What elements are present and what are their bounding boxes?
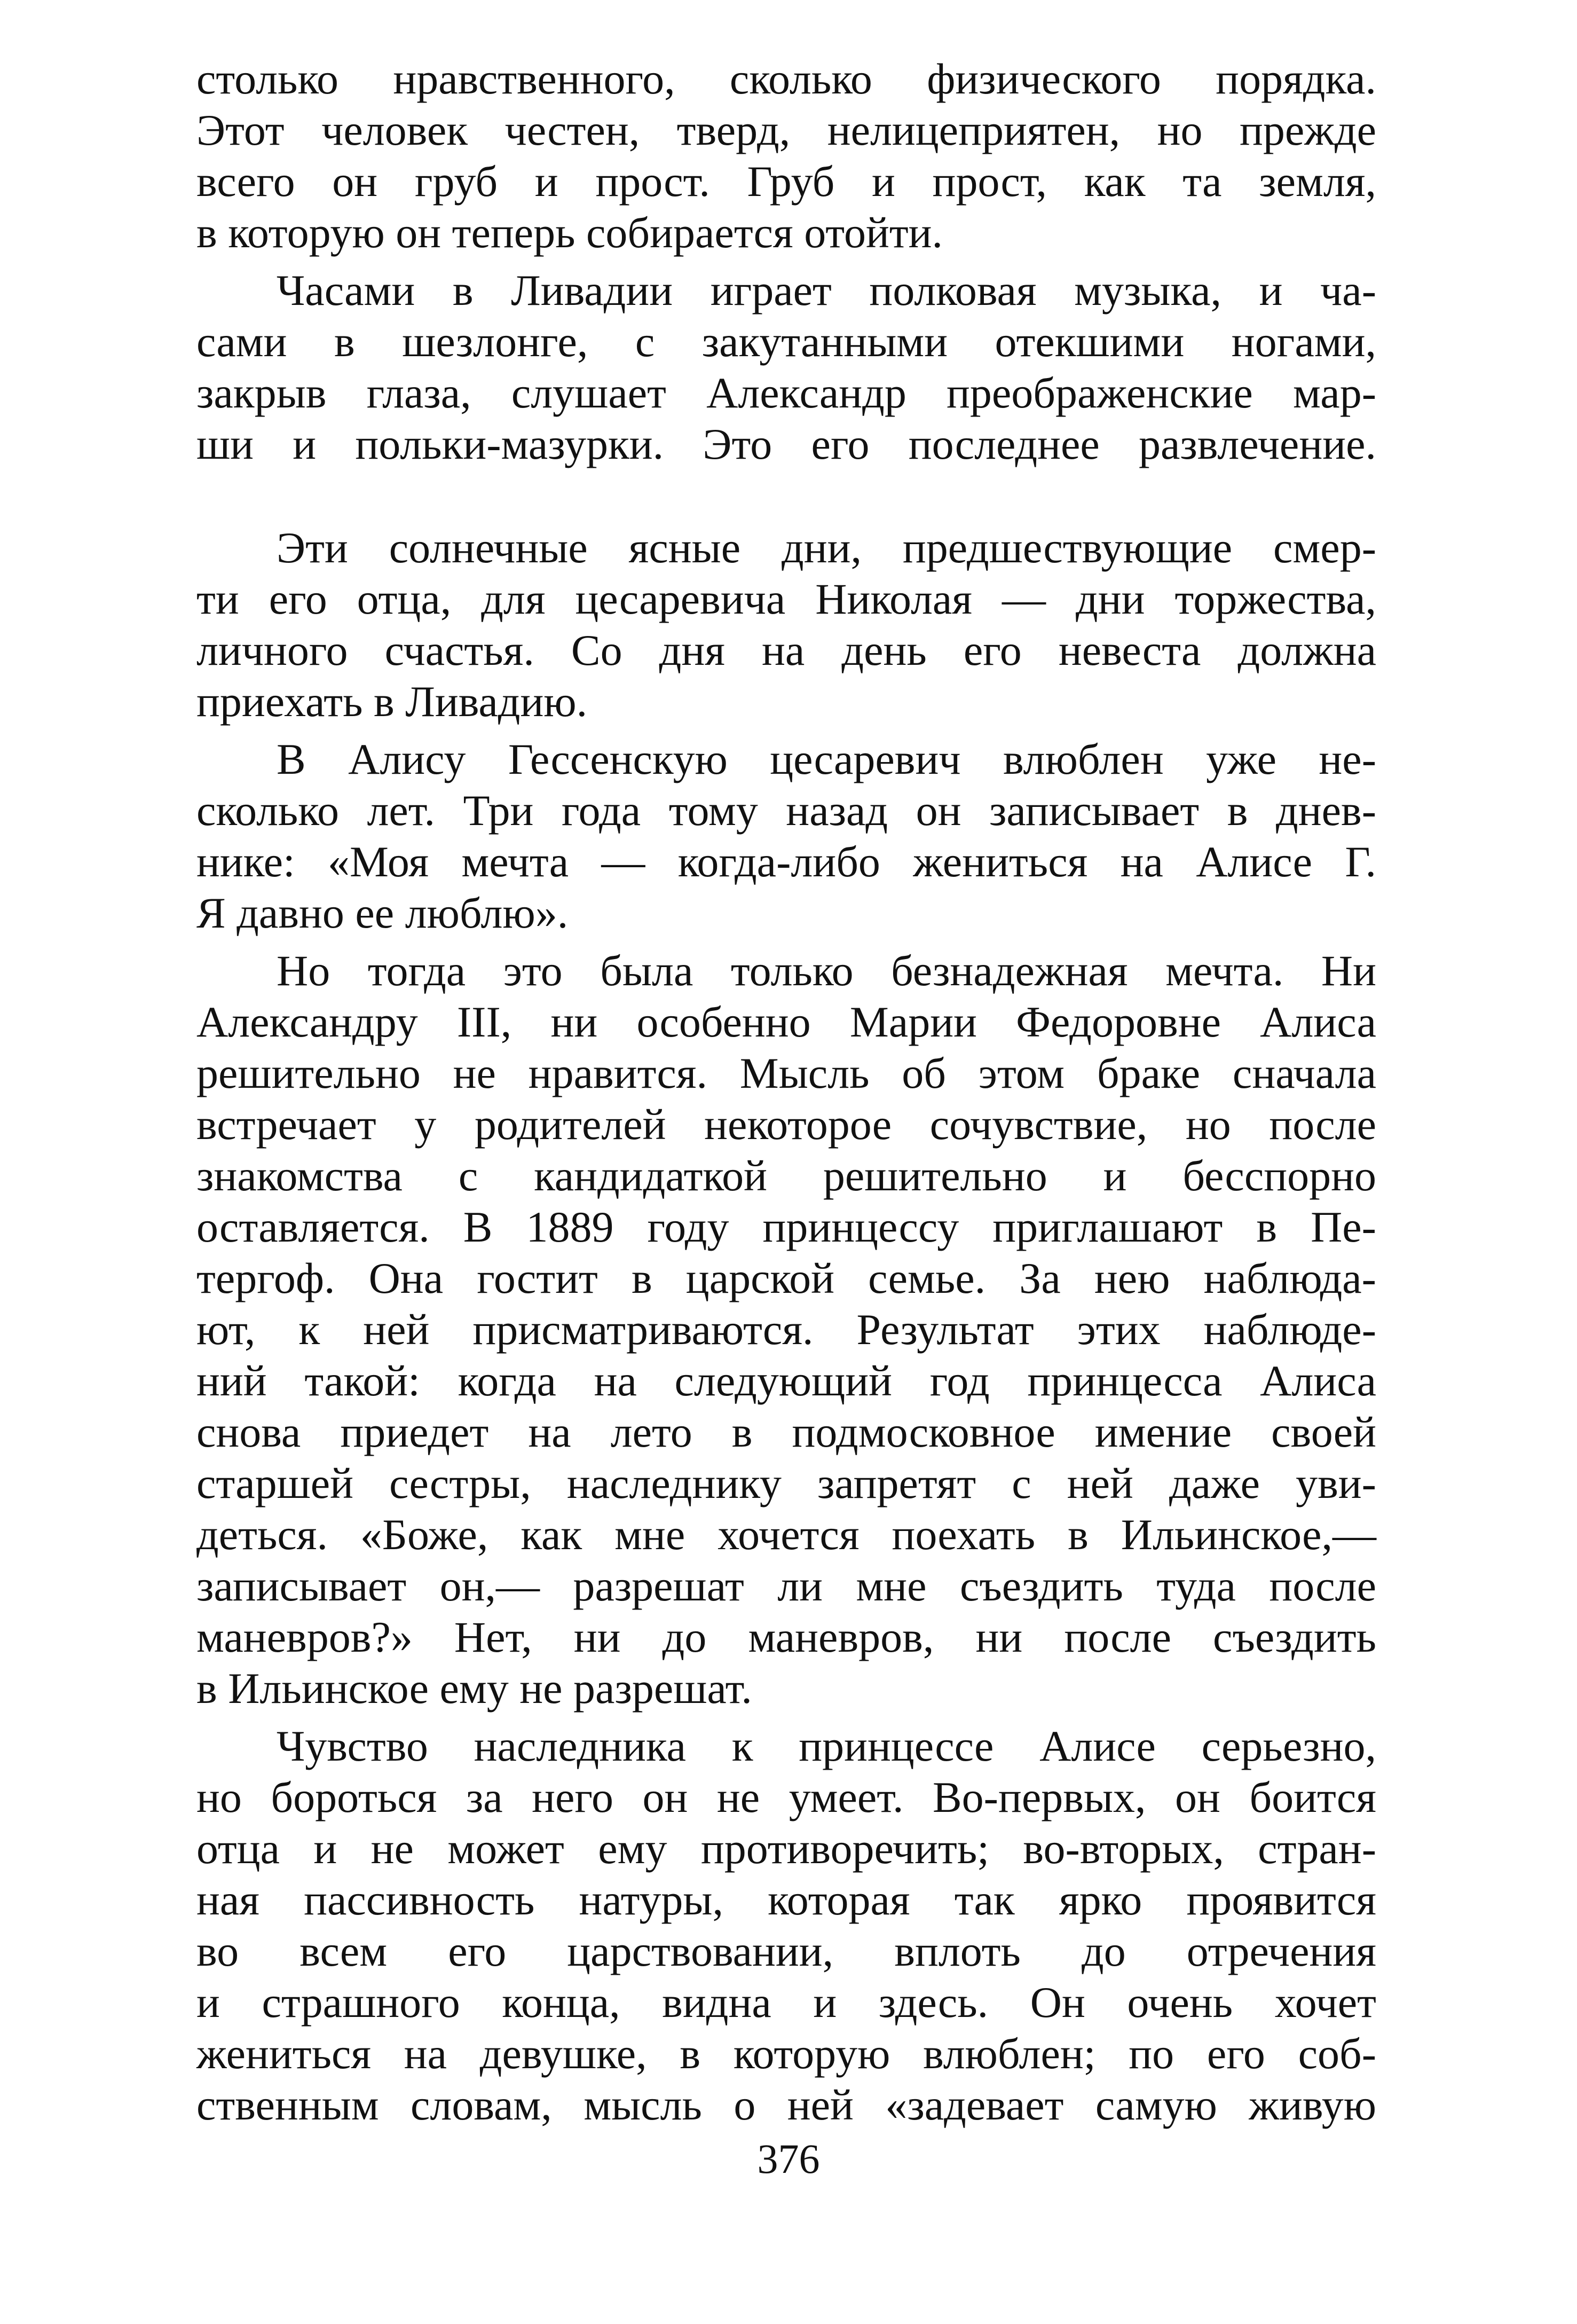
text-line: решительно не нравится. Мысль об этом браке сначала <box>196 1049 1376 1097</box>
paragraph-3 <box>196 522 1376 727</box>
text-line: оставляется. В 1889 году принцессу приглашают в Пе- <box>196 1203 1376 1251</box>
text-line: Но тогда это была только безнадежная мечта. Ни <box>277 946 1376 995</box>
text-line: знакомства с кандидаткой решительно и бесспорно <box>196 1151 1376 1200</box>
text-line: приехать в Ливадию. <box>196 677 588 726</box>
text-line: записывает он,— разрешат ли мне съездить туда после <box>196 1561 1376 1610</box>
text-line: деться. «Боже, как мне хочется поехать в Ильинское,— <box>196 1510 1376 1559</box>
text-line: ти его отца, для цесаревича Николая — дни торжества, <box>196 575 1376 623</box>
text-line: В Алису Гессенскую цесаревич влюблен уже не- <box>277 735 1376 783</box>
text-line: Эти солнечные ясные дни, предшествующие смер- <box>277 523 1376 572</box>
text-line: снова приедет на лето в подмосковное имение своей <box>196 1408 1376 1456</box>
text-line: в которую он теперь собирается отойти. <box>196 208 943 257</box>
paragraph-6 <box>196 1721 1376 2131</box>
text-line: Этот человек честен, тверд, нелицеприятен, но прежде <box>196 106 1376 154</box>
page-number: 376 <box>757 2135 820 2182</box>
text-line: во всем его царствовании, вплоть до отречения <box>196 1927 1376 1975</box>
text-line: ний такой: когда на следующий год принцесса Алиса <box>196 1356 1376 1405</box>
page-body <box>196 53 1376 2131</box>
text-line: но бороться за него он не умеет. Во-первых, он боится <box>196 1773 1376 1821</box>
paragraph-4 <box>196 734 1376 939</box>
text-line: Чувство наследника к принцессе Алисе серьезно, <box>277 1722 1376 1770</box>
text-line: сколько лет. Три года тому назад он записывает в днев- <box>196 786 1376 835</box>
text-line: ши и польки-мазурки. Это его последнее развлечение. <box>196 420 1376 468</box>
text-line: и страшного конца, видна и здесь. Он очень хочет <box>196 1978 1376 2027</box>
text-line: Часами в Ливадии играет полковая музыка, и ча- <box>277 266 1376 315</box>
text-line: сами в шезлонге, с закутанными отекшими ногами, <box>196 317 1376 366</box>
text-line: жениться на девушке, в которую влюблен; по его соб- <box>196 2029 1376 2078</box>
text-line: закрыв глаза, слушает Александр преображенские мар- <box>196 368 1376 417</box>
paragraph-2 <box>196 265 1376 470</box>
text-line: всего он груб и прост. Груб и прост, как та земля, <box>196 157 1376 206</box>
paragraph-5 <box>196 945 1376 1714</box>
paragraph-1 <box>196 53 1376 258</box>
text-line: Я давно ее люблю». <box>196 889 569 937</box>
text-line: в Ильинское ему не разрешат. <box>196 1664 752 1713</box>
text-line: старшей сестры, наследнику запретят с ней даже уви- <box>196 1459 1376 1508</box>
text-line: ная пассивность натуры, которая так ярко проявится <box>196 1875 1376 1924</box>
text-line: нике: «Моя мечта — когда-либо жениться на Алисе Г. <box>196 837 1376 886</box>
text-line: столько нравственного, сколько физического порядка. <box>196 54 1376 103</box>
text-line: маневров?» Нет, ни до маневров, ни после съездить <box>196 1613 1376 1661</box>
text-line: встречает у родителей некоторое сочувствие, но после <box>196 1100 1376 1149</box>
text-line: ют, к ней присматриваются. Результат этих наблюде- <box>196 1305 1376 1354</box>
text-line: Александру III, ни особенно Марии Федоровне Алиса <box>196 998 1376 1046</box>
text-line: ственным словам, мысль о ней «задевает самую живую <box>196 2080 1376 2129</box>
text-line: тергоф. Она гостит в царской семье. За нею наблюда- <box>196 1254 1376 1302</box>
text-line: отца и не может ему противоречить; во-вторых, стран- <box>196 1824 1376 1873</box>
text-line: личного счастья. Со дня на день его невеста должна <box>196 626 1376 674</box>
